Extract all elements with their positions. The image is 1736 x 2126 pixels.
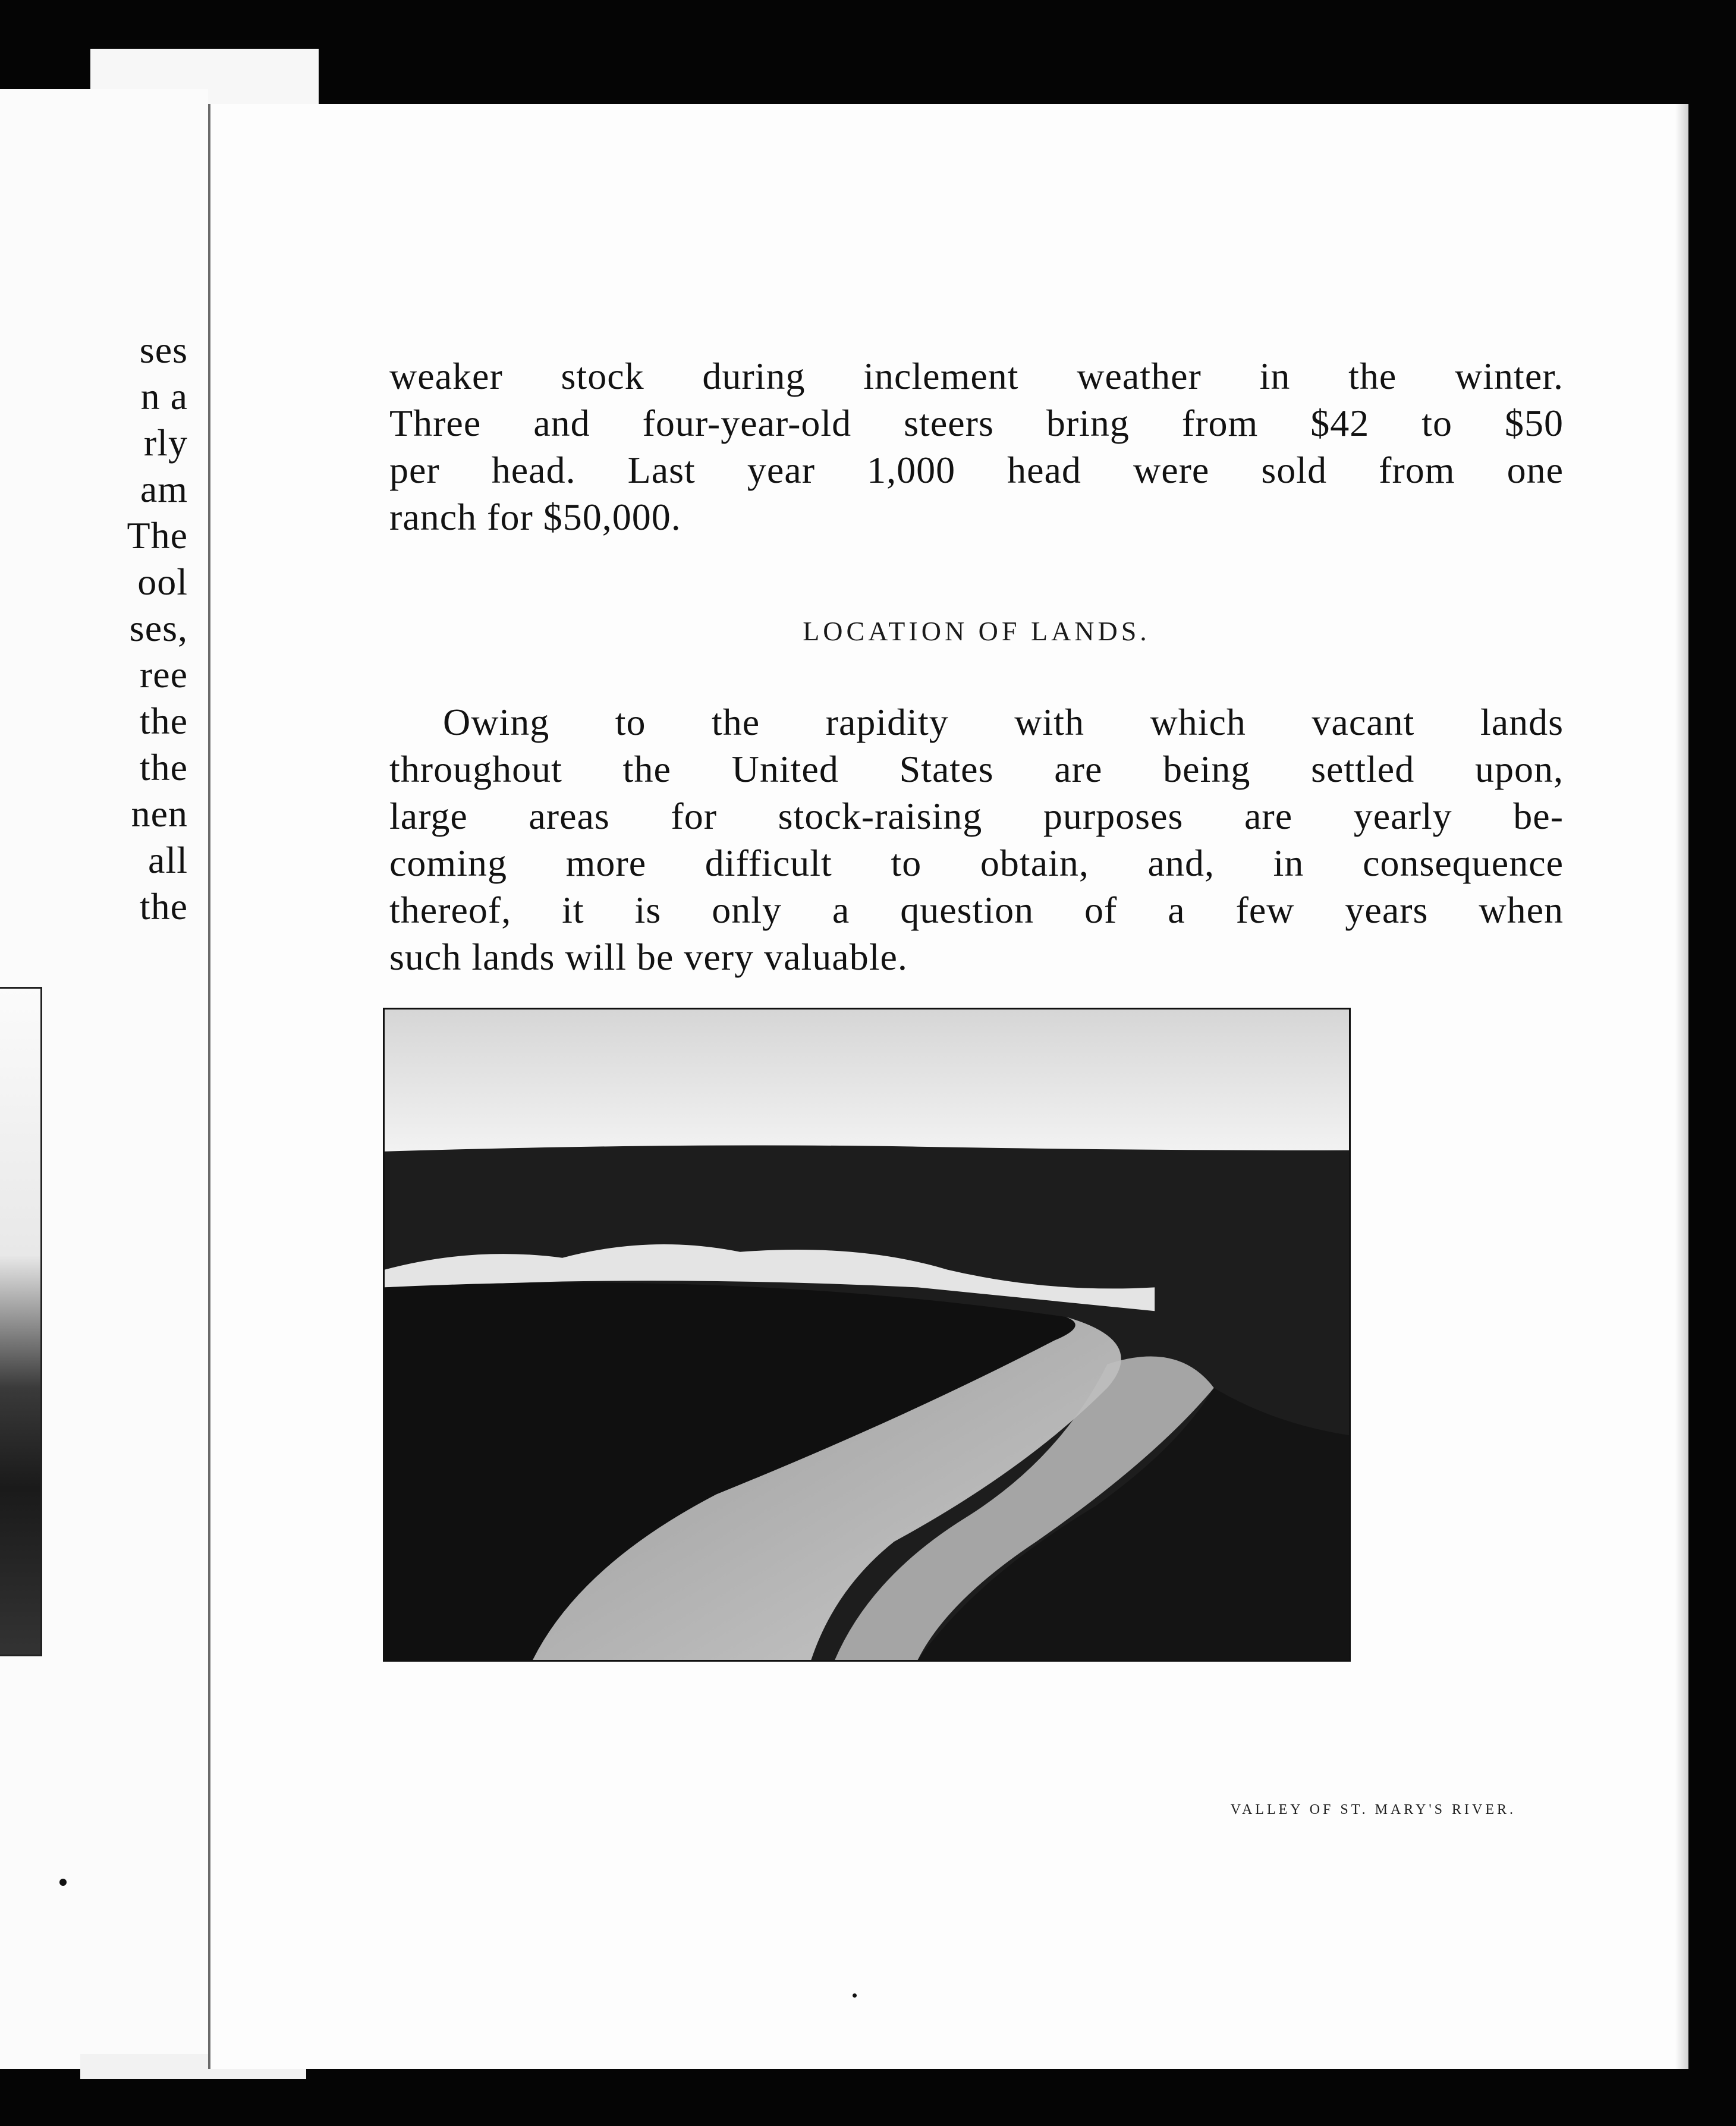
page-edge-shadow bbox=[1675, 104, 1688, 2069]
paragraph-line: weaker stock during inclement weather in the winter. bbox=[389, 355, 1564, 397]
ink-speck bbox=[59, 1879, 67, 1886]
right-page bbox=[208, 104, 1688, 2069]
paragraph-line: such lands will be very valuable. bbox=[389, 936, 908, 978]
left-page-text-fragments bbox=[127, 327, 188, 930]
left-fragment-line: ses, bbox=[129, 607, 188, 649]
left-fragment-line: rly bbox=[143, 422, 188, 464]
left-fragment-line: am bbox=[140, 468, 188, 510]
left-page-photo-fragment bbox=[0, 987, 42, 1656]
left-fragment-line: the bbox=[139, 746, 188, 788]
paragraph-line: coming more difficult to obtain, and, in consequence bbox=[389, 842, 1564, 884]
paragraph-line: thereof, it is only a question of a few years when bbox=[389, 889, 1564, 931]
river-valley-photo bbox=[383, 1008, 1351, 1662]
paragraph-line: throughout the United States are being settled upon, bbox=[389, 748, 1564, 790]
paragraph-2 bbox=[389, 699, 1564, 980]
paragraph-1 bbox=[389, 353, 1564, 540]
photo-caption: VALLEY OF ST. MARY'S RIVER. bbox=[1230, 1802, 1516, 1817]
left-fragment-line: the bbox=[139, 700, 188, 742]
paragraph-line: Owing to the rapidity with which vacant lands bbox=[443, 701, 1564, 743]
paragraph-line: per head. Last year 1,000 head were sold from one bbox=[389, 449, 1564, 491]
section-heading: LOCATION OF LANDS. bbox=[803, 616, 1150, 646]
river-valley-photo-drawing bbox=[385, 1009, 1349, 1660]
left-fragment-line: ool bbox=[137, 561, 188, 603]
paragraph-line: Three and four-year-old steers bring from $42 to $50 bbox=[389, 402, 1564, 444]
left-fragment-line: the bbox=[139, 885, 188, 927]
left-fragment-line: The bbox=[127, 514, 188, 556]
left-fragment-line: ses bbox=[139, 329, 188, 371]
left-fragment-line: nen bbox=[131, 792, 188, 835]
left-fragment-line: all bbox=[148, 839, 188, 881]
left-page bbox=[0, 89, 208, 2069]
paragraph-line: large areas for stock-raising purposes are yearly be- bbox=[389, 795, 1564, 837]
page-gutter-line bbox=[208, 104, 210, 2069]
ink-speck bbox=[853, 1993, 857, 1998]
paragraph-line: ranch for $50,000. bbox=[389, 496, 681, 538]
left-fragment-line: ree bbox=[139, 653, 188, 696]
left-fragment-line: n a bbox=[140, 375, 188, 417]
